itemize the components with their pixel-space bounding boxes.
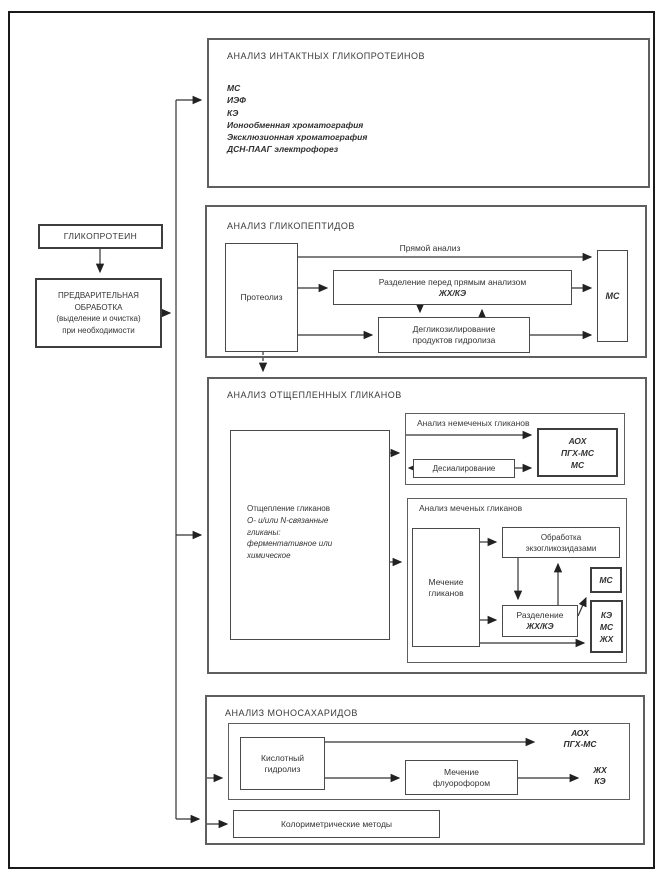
glycan-labeling-box xyxy=(412,528,480,647)
fluorophore-labeling-box xyxy=(405,760,518,795)
fluorophore-line: Мечение xyxy=(444,766,479,777)
release-line: химическое xyxy=(247,551,291,561)
section-glycopeptides-title: АНАЛИЗ ГЛИКОПЕПТИДОВ xyxy=(227,221,355,231)
ms-output-box xyxy=(597,250,628,342)
output-item: АОХ xyxy=(571,728,589,738)
release-line: гликаны: xyxy=(247,527,281,537)
proteolysis-box xyxy=(225,243,298,352)
unlabeled-glycans-title: Анализ немеченых гликанов xyxy=(417,418,530,428)
method-item: ИЭФ xyxy=(227,95,246,106)
output-item: ПГХ-МС xyxy=(563,739,597,749)
section-monosaccharides-title: АНАЛИЗ МОНОСАХАРИДОВ xyxy=(225,708,358,718)
pretreatment-line: ПРЕДВАРИТЕЛЬНАЯ xyxy=(58,291,139,300)
deglycosylation-line: Дегликозилирование xyxy=(412,324,496,334)
pretreatment-line: ОБРАБОТКА xyxy=(74,302,123,312)
output-item: КЭ xyxy=(600,609,613,620)
labeled-separation-methods: ЖХ/КЭ xyxy=(526,621,554,631)
acid-line: Кислотный xyxy=(261,752,304,763)
pretreatment-line: при необходимости xyxy=(62,325,135,335)
output-item: КЭ xyxy=(594,776,606,786)
output-item: АОХ xyxy=(568,435,587,446)
pretreatment-box xyxy=(35,278,162,348)
acid-line: гидролиз xyxy=(264,763,301,774)
deglycosylation-line: продуктов гидролиза xyxy=(412,335,496,345)
separation-line: Разделение перед прямым анализом xyxy=(378,276,527,287)
separation-before-analysis-box xyxy=(333,270,572,305)
glycoprotein-box xyxy=(38,224,163,249)
labeled-separation-line: Разделение xyxy=(516,610,564,620)
output-item: МС xyxy=(570,459,585,470)
release-line: О- и/или N-связанные xyxy=(247,515,329,525)
release-line: Отщепление гликанов xyxy=(247,504,330,513)
output-item: ЖХ xyxy=(599,633,614,644)
method-item: КЭ xyxy=(227,107,239,118)
labeling-line: Мечение xyxy=(428,576,464,587)
output-item: ПГХ-МС xyxy=(560,447,595,458)
direct-analysis-label xyxy=(370,243,490,253)
output-item: ЖХ xyxy=(593,765,607,775)
fluorophore-line: флуорофором xyxy=(432,777,491,788)
deglycosylation-box xyxy=(378,317,530,353)
labeled-ms-output-box xyxy=(590,567,622,593)
labeled-ms-label: МС xyxy=(599,574,613,585)
method-item: ДСН-ПААГ электрофорез xyxy=(227,144,339,155)
monosaccharide-outputs-bottom xyxy=(583,765,617,787)
direct-analysis-text: Прямой анализ xyxy=(399,243,461,253)
unlabeled-outputs-box xyxy=(537,428,618,477)
monosaccharide-outputs-top xyxy=(543,728,617,750)
labeled-glycans-title: Анализ меченых гликанов xyxy=(419,503,523,513)
method-item: Ионообменная хроматография xyxy=(227,119,364,130)
release-line: ферментативное или xyxy=(247,539,333,549)
method-item: Эксклюзионная хроматография xyxy=(227,132,368,143)
glycan-release-box xyxy=(230,430,390,640)
intact-methods-list xyxy=(227,82,367,156)
labeled-separation-box xyxy=(502,605,578,637)
exoglycosidase-box xyxy=(502,527,620,558)
desialylation-label: Десиалирование xyxy=(432,464,496,473)
section-intact-title: АНАЛИЗ ИНТАКТНЫХ ГЛИКОПРОТЕИНОВ xyxy=(227,51,426,61)
desialylation-box xyxy=(413,459,515,478)
colorimetric-methods-box xyxy=(233,810,440,838)
ms-output-label: МС xyxy=(605,290,620,301)
labeling-line: гликанов xyxy=(428,587,464,598)
method-item: МС xyxy=(227,83,241,93)
colorimetric-label: Колориметрические методы xyxy=(280,818,393,829)
glycoprotein-label: ГЛИКОПРОТЕИН xyxy=(63,231,138,241)
exoglycosidase-line: экзогликозидазами xyxy=(525,543,597,553)
pretreatment-line: (выделение и очистка) xyxy=(56,314,141,323)
section-released-title: АНАЛИЗ ОТЩЕПЛЕННЫХ ГЛИКАНОВ xyxy=(227,390,402,400)
labeled-multi-output-box xyxy=(590,600,623,653)
exoglycosidase-line: Обработка xyxy=(540,532,582,542)
output-item: МС xyxy=(599,621,614,632)
acid-hydrolysis-box xyxy=(240,737,325,790)
proteolysis-label: Протеолиз xyxy=(240,292,283,302)
separation-methods: ЖХ/КЭ xyxy=(438,287,467,298)
